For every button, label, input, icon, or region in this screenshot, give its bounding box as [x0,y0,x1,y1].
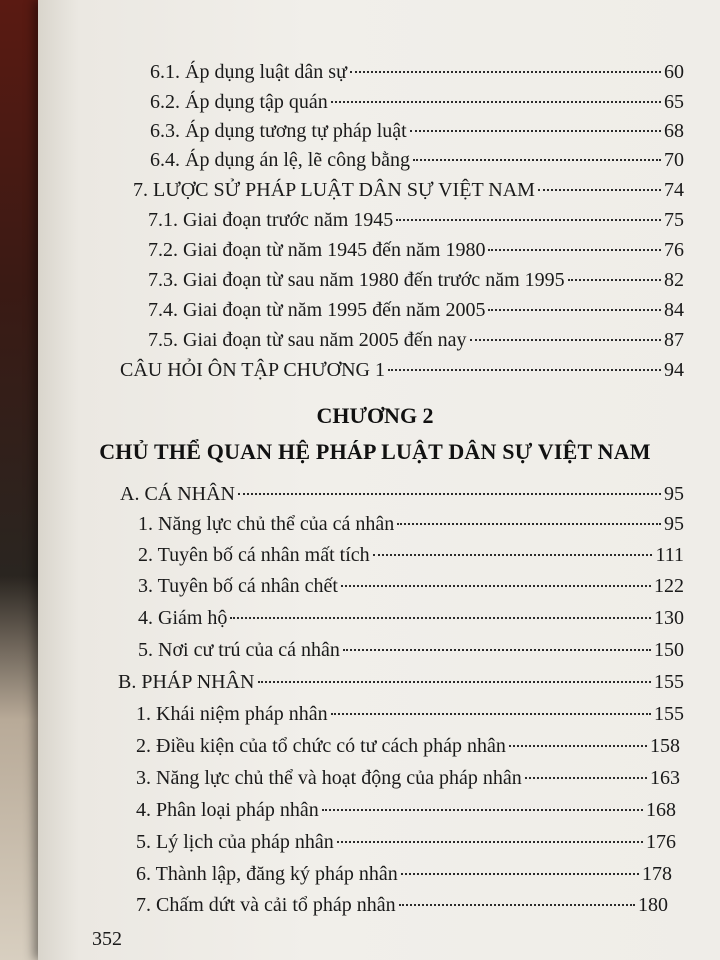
toc-entry-a-4 [138,606,684,630]
toc-entry-page: 76 [664,239,684,261]
toc-entry-7-2 [148,238,684,262]
dot-leader [413,159,661,161]
toc-entry-a-1 [138,512,684,536]
toc-entry-b-6 [136,862,672,886]
toc-entry-page: 75 [664,209,684,231]
toc-entry-b-5 [136,830,676,854]
dot-leader [397,523,661,525]
dot-leader [509,745,647,747]
toc-entry-page: 95 [664,513,684,535]
toc-entry-label: 6. Thành lập, đăng ký pháp nhân [136,863,398,885]
toc-entry-review-questions [120,358,684,382]
toc-entry-label: 6.2. Áp dụng tập quán [150,91,328,113]
chapter-number: CHƯƠNG 2 [316,403,434,428]
dot-leader [401,873,639,875]
toc-entry-page: 74 [664,179,684,201]
toc-entry-page: 155 [654,703,684,725]
dot-leader [341,585,651,587]
toc-entry-label: CÂU HỎI ÔN TẬP CHƯƠNG 1 [120,359,385,381]
toc-entry-label: 6.4. Áp dụng án lệ, lẽ công bằng [150,149,410,171]
toc-entry-7-4 [148,298,684,322]
toc-entry-label: 4. Giám hộ [138,607,228,629]
toc-entry-b-2 [136,734,680,758]
dot-leader [568,279,661,281]
dot-leader [410,130,661,132]
toc-entry-page: 65 [664,91,684,113]
toc-entry-page: 70 [664,149,684,171]
dot-leader [258,681,651,683]
toc-entry-b-1 [136,702,684,726]
toc-entry-label: 7. Chấm dứt và cải tổ pháp nhân [136,894,396,916]
toc-entry-page: 163 [650,767,680,789]
toc-entry-6-4 [150,148,684,172]
toc-entry-page: 150 [654,639,684,661]
dot-leader [238,493,661,495]
toc-entry-label: B. PHÁP NHÂN [118,671,255,693]
page-number: 352 [92,928,122,950]
toc-entry-label: 2. Điều kiện của tổ chức có tư cách pháp nhân [136,735,506,757]
toc-entry-label: 7.1. Giai đoạn trước năm 1945 [148,209,394,231]
toc-entry-page: 95 [664,483,684,505]
toc-entry-page: 84 [664,299,684,321]
dot-leader [350,71,661,73]
toc-entry-page: 176 [646,831,676,853]
toc-entry-page: 180 [638,894,668,916]
toc-entry-label: 7. LƯỢC SỬ PHÁP LUẬT DÂN SỰ VIỆT NAM [133,179,535,201]
chapter-title: CHỦ THỂ QUAN HỆ PHÁP LUẬT DÂN SỰ VIỆT NAM [99,439,651,464]
toc-entry-label: 7.2. Giai đoạn từ năm 1945 đến năm 1980 [148,239,486,261]
dot-leader [488,309,661,311]
dot-leader [396,219,661,221]
dot-leader [230,617,651,619]
toc-entry-7-3 [148,268,684,292]
toc-entry-label: 7.3. Giai đoạn từ sau năm 1980 đến trước năm 1995 [148,269,565,291]
dot-leader [322,809,643,811]
toc-entry-a-3 [138,574,684,598]
toc-entry-label: 5. Nơi cư trú của cá nhân [138,639,340,661]
toc-entry-label: 3. Năng lực chủ thể và hoạt động của pháp nhân [136,767,522,789]
toc-entry-page: 60 [664,61,684,83]
toc-entry-label: 5. Lý lịch của pháp nhân [136,831,334,853]
toc-entry-6-3 [150,119,684,143]
toc-entry-page: 111 [655,544,684,566]
toc-entry-label: 2. Tuyên bố cá nhân mất tích [138,544,370,566]
toc-entry-page: 122 [654,575,684,597]
dot-leader [331,713,651,715]
toc-entry-label: 1. Khái niệm pháp nhân [136,703,328,725]
toc-entry-label: 4. Phân loại pháp nhân [136,799,319,821]
toc-entry-page: 155 [654,671,684,693]
dot-leader [470,339,661,341]
toc-entry-7-5 [148,328,684,352]
dot-leader [337,841,643,843]
dot-leader [331,101,661,103]
toc-entry-page: 168 [646,799,676,821]
toc-entry-6-2 [150,90,684,114]
toc-entry-label: 6.1. Áp dụng luật dân sự [150,61,347,83]
toc-entry-page: 130 [654,607,684,629]
toc-entry-b-3 [136,766,680,790]
toc-entry-7 [133,178,684,202]
dot-leader [525,777,647,779]
toc-entry-7-1 [148,208,684,232]
toc-entry-page: 82 [664,269,684,291]
dot-leader [343,649,651,651]
dot-leader [373,554,653,556]
toc-entry-b-4 [136,798,676,822]
dot-leader [388,369,661,371]
toc-entry-page: 68 [664,120,684,142]
toc-entry-label: 3. Tuyên bố cá nhân chết [138,575,338,597]
toc-entry-label: 1. Năng lực chủ thể của cá nhân [138,513,395,535]
dot-leader [399,904,635,906]
toc-entry-a-5 [138,638,684,662]
toc-entry-6-1 [150,60,684,84]
toc-entry-label: 7.4. Giai đoạn từ năm 1995 đến năm 2005 [148,299,486,321]
toc-entry-label: 7.5. Giai đoạn từ sau năm 2005 đến nay [148,329,467,351]
toc-entry-page: 158 [650,735,680,757]
toc-entry-label: A. CÁ NHÂN [120,483,235,505]
toc-entry-b [118,670,684,694]
toc-entry-label: 6.3. Áp dụng tương tự pháp luật [150,120,407,142]
toc-entry-page: 94 [664,359,684,381]
toc-entry-b-7 [136,893,668,917]
dot-leader [538,189,661,191]
toc-entry-page: 87 [664,329,684,351]
toc-entry-a-2 [138,543,684,567]
toc-entry-a [120,482,684,506]
dot-leader [488,249,661,251]
toc-entry-page: 178 [642,863,672,885]
